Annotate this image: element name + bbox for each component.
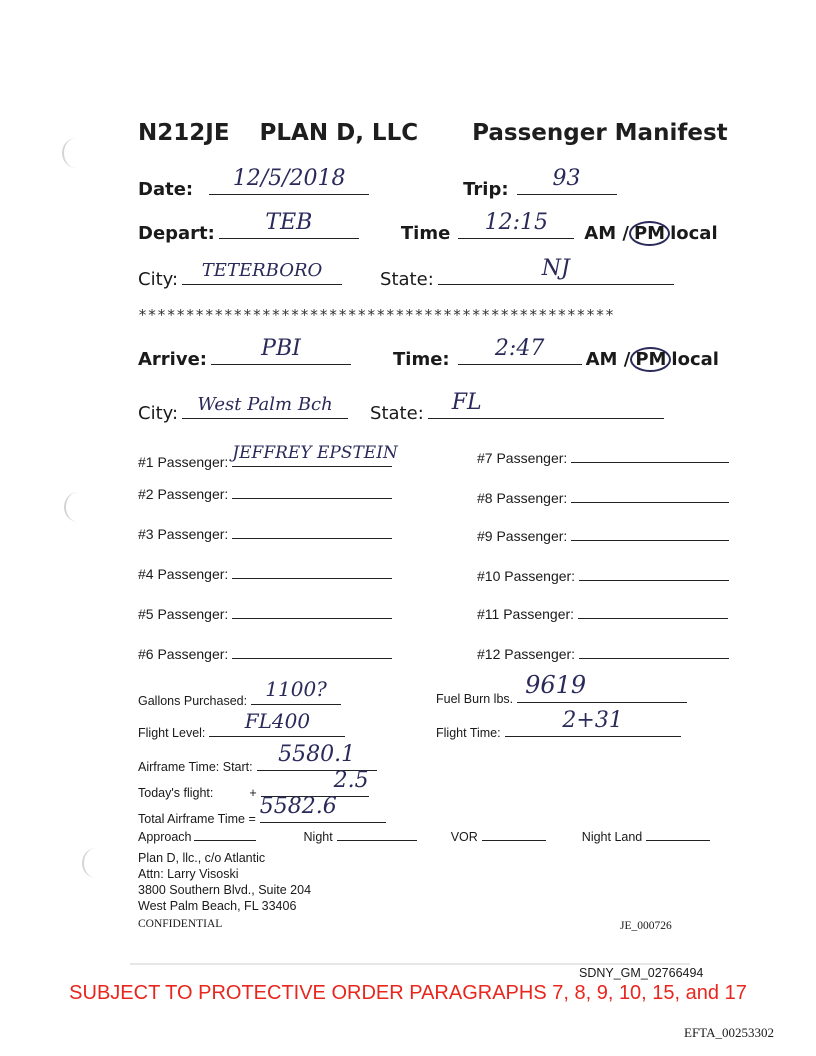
passenger-field[interactable] [571,484,729,503]
am-label: AM / [584,223,629,244]
passenger-row [138,520,392,542]
flight-time-row [436,710,681,740]
binder-hole [82,848,110,878]
passenger-field[interactable] [578,600,728,619]
fuel-label: Fuel Burn lbs. [436,692,514,706]
binder-hole [64,492,92,522]
passenger-value: JEFFREY EPSTEIN [232,443,398,463]
night-land-field[interactable] [646,826,710,841]
am-label: AM / [585,349,631,370]
passenger-label: #11 Passenger: [477,606,575,622]
depart-label: Depart: [138,223,215,244]
depart-time-label: Time [400,223,451,244]
gallons-row [138,678,341,708]
night-label: Night [303,830,333,844]
depart-field[interactable] [219,212,359,239]
passenger-label: #1 Passenger: [138,454,229,470]
passenger-label: #12 Passenger: [477,646,576,662]
flight-level-field[interactable] [209,710,345,737]
address-line: West Palm Beach, FL 33406 [138,899,297,913]
passenger-label: #2 Passenger: [138,486,229,502]
todays-flight-field[interactable] [261,770,369,797]
date-label: Date: [138,179,194,200]
passenger-label: #4 Passenger: [138,566,229,582]
todays-flight-label: Today's flight: [138,786,214,800]
document-title: Passenger Manifest [472,120,728,146]
vor-field[interactable] [482,826,546,841]
depart-value: TEB [265,210,313,235]
passenger-field[interactable] [232,520,392,539]
arrive-time-value: 2:47 [494,336,545,361]
fuel-value: 9619 [525,671,587,699]
trip-label: Trip: [463,179,509,200]
total-airframe-row [138,796,386,826]
total-airframe-field[interactable] [260,796,386,823]
passenger-label: #3 Passenger: [138,526,229,542]
depart-time-value: 12:15 [484,210,548,235]
separator-stars: ************************************************** [138,306,615,324]
passenger-field[interactable] [232,440,398,467]
arrive-state-value: FL [451,390,482,415]
depart-city-field[interactable] [182,258,342,285]
total-airframe-value: 5582.6 [259,794,337,819]
gallons-value: 1100? [265,677,327,701]
depart-state-field[interactable] [438,258,674,285]
pm-circled: PM [629,221,670,246]
flight-level-value: FL400 [244,709,311,733]
vor-label: VOR [450,830,478,844]
mailing-address [138,850,311,914]
arrive-city-field[interactable] [182,392,348,419]
passenger-label: #5 Passenger: [138,606,229,622]
passenger-field[interactable] [232,560,392,579]
approach-label: Approach [138,830,192,844]
passenger-label: #8 Passenger: [477,490,568,506]
passenger-row [477,444,729,466]
passenger-row [477,640,729,662]
airframe-start-field[interactable] [257,744,377,771]
todays-flight-value: 2.5 [333,768,369,793]
tail-number: N212JE [138,120,230,146]
date-field[interactable] [209,168,369,195]
date-value: 12/5/2018 [232,166,346,191]
depart-row [138,212,718,246]
depart-city-row [138,258,674,290]
night-land-label: Night Land [581,830,643,844]
passenger-row [477,484,729,506]
plus-sign: + [249,786,257,800]
passenger-row [138,560,392,582]
pm-circled: PM [630,347,671,372]
passenger-label: #9 Passenger: [477,528,568,544]
arrive-time-field[interactable] [458,338,582,365]
flight-time-value: 2+31 [562,708,623,733]
passenger-field[interactable] [232,640,392,659]
address-line: Plan D, llc., c/o Atlantic [138,851,266,865]
arrive-time-label: Time: [393,349,450,370]
flight-time-label: Flight Time: [436,726,501,740]
state-label: State: [370,403,424,424]
protective-order-notice: SUBJECT TO PROTECTIVE ORDER PARAGRAPHS 7, 8, 9, 10, 15, and 17 [69,982,747,1004]
binder-hole [62,138,90,168]
manifest-header [138,120,728,146]
address-line: Attn: Larry Visoski [138,867,239,881]
arrive-label: Arrive: [138,349,207,370]
company-name: PLAN D, LLC [259,120,419,146]
bates-efta: EFTA_00253302 [684,1025,774,1040]
passenger-row [477,562,729,584]
flight-level-row [138,710,345,740]
scan-edge [130,963,690,965]
flight-level-label: Flight Level: [138,726,206,740]
passenger-field[interactable] [571,444,729,463]
trip-value: 93 [552,166,581,191]
passenger-row [138,600,392,622]
confidential-stamp: CONFIDENTIAL [138,918,223,930]
depart-time-field[interactable] [458,212,574,239]
gallons-field[interactable] [251,678,341,705]
bates-je: JE_000726 [620,920,672,932]
fuel-field[interactable] [517,671,687,703]
passenger-field[interactable] [232,480,392,499]
trip-field[interactable] [517,168,617,195]
city-label: City: [138,403,179,424]
airframe-start-label: Airframe Time: Start: [138,760,253,774]
date-row [138,168,617,200]
arrive-city-value: West Palm Bch [197,394,333,415]
depart-city-value: TETERBORO [201,260,323,281]
passenger-row [477,600,728,622]
passenger-field[interactable] [571,522,729,541]
passenger-field[interactable] [232,600,392,619]
approach-field[interactable] [194,826,256,841]
passenger-label: #7 Passenger: [477,450,568,466]
passenger-field[interactable] [579,640,729,659]
approach-row [138,826,710,844]
fuel-row [436,671,687,706]
depart-state-value: NJ [541,256,570,281]
passenger-label: #10 Passenger: [477,568,576,584]
arrive-value: PBI [261,336,301,361]
passenger-field[interactable] [579,562,729,581]
bates-sdny: SDNY_GM_02766494 [579,966,704,980]
passenger-row [138,440,398,470]
arrive-row [138,338,719,372]
passenger-label: #6 Passenger: [138,646,229,662]
flight-time-field[interactable] [505,710,681,737]
arrive-field[interactable] [211,338,351,365]
gallons-label: Gallons Purchased: [138,694,248,708]
night-field[interactable] [337,826,417,841]
arrive-city-row [138,392,664,424]
local-label: local [670,223,718,244]
address-line: 3800 Southern Blvd., Suite 204 [138,883,312,897]
passenger-row [138,480,392,502]
airframe-start-value: 5580.1 [278,742,356,767]
passenger-row [138,640,392,662]
local-label: local [671,349,719,370]
arrive-state-field[interactable] [428,392,664,419]
total-airframe-label: Total Airframe Time = [138,812,256,826]
city-label: City: [138,269,179,290]
passenger-row [477,522,729,544]
state-label: State: [380,269,434,290]
